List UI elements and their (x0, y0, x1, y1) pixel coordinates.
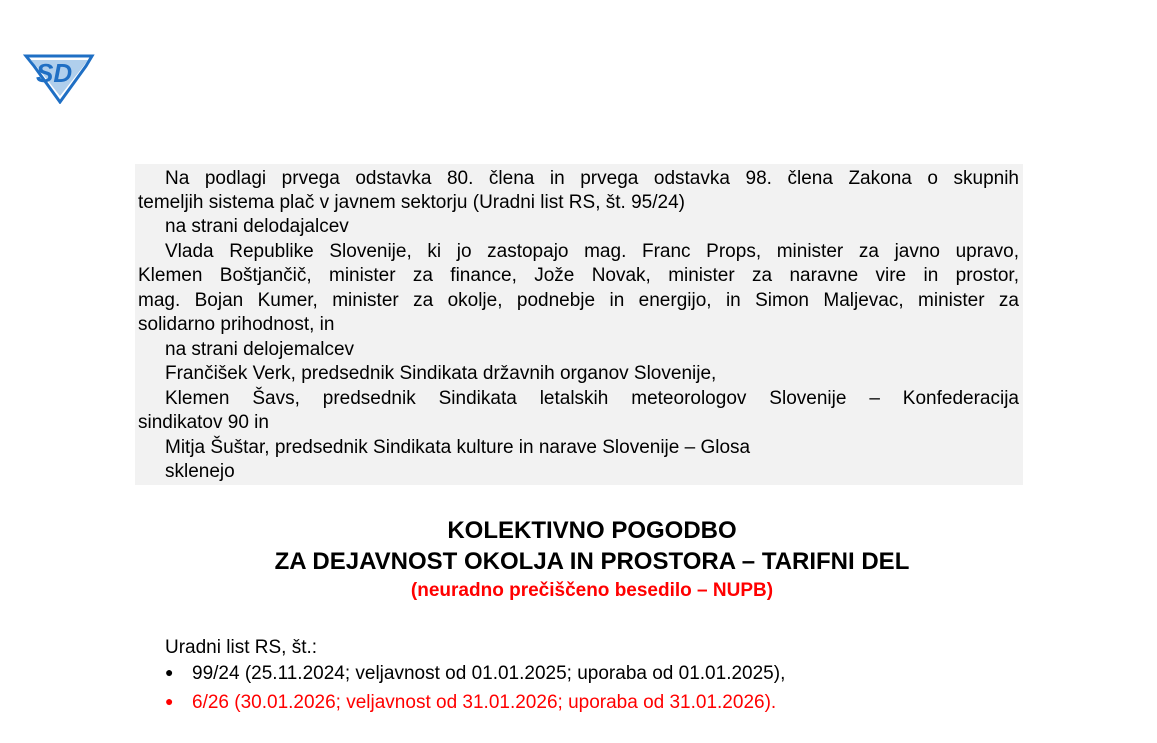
signatory-line: Mitja Šuštar, predsednik Sindikata kulture in narave Slovenije – Glosa (165, 437, 751, 458)
preamble-line: Vlada Republike Slovenije, ki jo zastopajo mag. Franc Props, minister za javno upravo, (165, 241, 1019, 262)
gazette-item (165, 663, 785, 685)
gazette-item-text: 6/26 (30.01.2026; veljavnost od 31.01.2026; uporaba od 31.01.2026). (192, 692, 777, 713)
preamble-line: mag. Bojan Kumer, minister za okolje, podnebje in energijo, in Simon Maljevac, minister za (138, 290, 1019, 311)
preamble-line: temeljih sistema plač v javnem sektorju (Uradni list RS, št. 95/24) (138, 192, 685, 213)
svg-text:SD: SD (36, 58, 73, 88)
employees-label: na strani delojemalcev (165, 339, 355, 360)
preamble-line: Na podlagi prvega odstavka 80. člena in prvega odstavka 98. člena Zakona o skupnih (165, 168, 1019, 189)
gazette-item (165, 692, 776, 714)
gazette-label: Uradni list RS, št.: (165, 637, 318, 658)
page-title: KOLEKTIVNO POGODBO (447, 517, 737, 544)
signatory-line: Klemen Šavs, predsednik Sindikata letalskih meteorologov Slovenije – Konfederacija (165, 388, 1019, 409)
employers-label: na strani delodajalcev (165, 216, 349, 237)
unofficial-note: (neuradno prečiščeno besedilo – NUPB) (410, 580, 774, 601)
bullet-icon: ● (165, 693, 174, 709)
preamble-line: solidarno prihodnost, in (138, 314, 335, 335)
signatory-line: Frančišek Verk, predsednik Sindikata državnih organov Slovenije, (165, 363, 717, 384)
conclude-word: sklenejo (165, 461, 235, 482)
bullet-icon: ● (165, 664, 174, 680)
preamble-line: Klemen Boštjančič, minister za finance, Jože Novak, minister za naravne vire in prostor, (138, 265, 1019, 286)
page-subtitle: ZA DEJAVNOST OKOLJA IN PROSTORA – TARIFNI DEL (274, 548, 910, 575)
gazette-item-text: 99/24 (25.11.2024; veljavnost od 01.01.2025; uporaba od 01.01.2025), (192, 663, 786, 684)
preamble-block (135, 164, 1023, 485)
union-logo (22, 48, 96, 104)
signatory-line: sindikatov 90 in (138, 412, 269, 433)
